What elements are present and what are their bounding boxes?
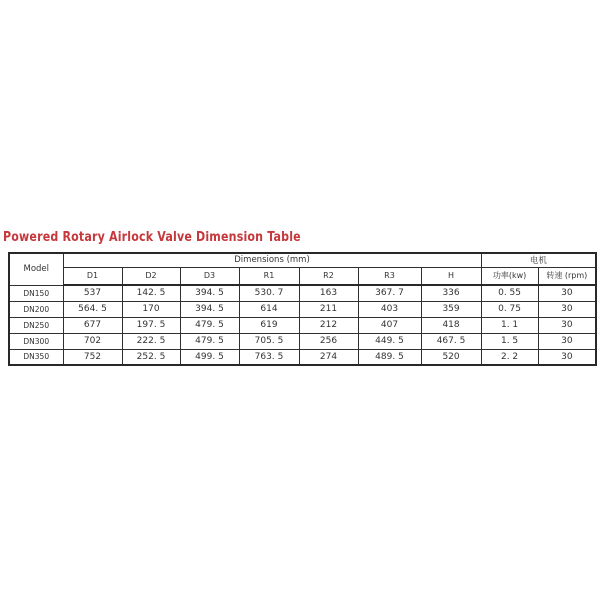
model-column-header: Model: [9, 253, 63, 285]
table-cell: 619: [239, 317, 299, 333]
table-cell: 30: [538, 317, 596, 333]
table-cell: 30: [538, 333, 596, 349]
table-cell: 394. 5: [180, 285, 239, 301]
column-header-r1: R1: [239, 267, 299, 285]
column-header-r3: R3: [358, 267, 421, 285]
table-cell: 222. 5: [122, 333, 180, 349]
table-cell: 30: [538, 301, 596, 317]
table-cell: 449. 5: [358, 333, 421, 349]
table-cell: 489. 5: [358, 349, 421, 365]
table-row-dn300: [9, 333, 596, 349]
table-cell: 1. 5: [481, 333, 538, 349]
table-cell: 677: [63, 317, 122, 333]
table-cell: 763. 5: [239, 349, 299, 365]
table-row-dn250: [9, 317, 596, 333]
table-cell: 407: [358, 317, 421, 333]
column-header-speed: 转速 (rpm): [538, 267, 596, 285]
table-cell: 479. 5: [180, 317, 239, 333]
table-cell: 1. 1: [481, 317, 538, 333]
table-cell: 537: [63, 285, 122, 301]
table-cell: 394. 5: [180, 301, 239, 317]
table-row-dn200: [9, 301, 596, 317]
motor-group-header: 电机: [481, 253, 596, 267]
dimension-table: [8, 252, 597, 366]
column-header-d2: D2: [122, 267, 180, 285]
table-cell: 30: [538, 349, 596, 365]
row-model-cell: DN150: [9, 285, 63, 301]
table-cell: 564. 5: [63, 301, 122, 317]
row-model-cell: DN200: [9, 301, 63, 317]
table-cell: 170: [122, 301, 180, 317]
table-cell: 163: [299, 285, 358, 301]
table-cell: 197. 5: [122, 317, 180, 333]
row-model-cell: DN300: [9, 333, 63, 349]
table-cell: 359: [421, 301, 481, 317]
dimensions-group-header: Dimensions (mm): [63, 253, 481, 267]
table-cell: 614: [239, 301, 299, 317]
column-header-d1: D1: [63, 267, 122, 285]
column-header-h: H: [421, 267, 481, 285]
table-cell: 403: [358, 301, 421, 317]
column-header-d3: D3: [180, 267, 239, 285]
table-row-dn350: [9, 349, 596, 365]
table-cell: 336: [421, 285, 481, 301]
table-subheader-row: [9, 267, 596, 285]
table-cell: 467. 5: [421, 333, 481, 349]
table-cell: 274: [299, 349, 358, 365]
table-cell: 0. 75: [481, 301, 538, 317]
table-cell: 252. 5: [122, 349, 180, 365]
table-cell: 752: [63, 349, 122, 365]
table-cell: 212: [299, 317, 358, 333]
column-header-r2: R2: [299, 267, 358, 285]
row-model-cell: DN250: [9, 317, 63, 333]
table-cell: 142. 5: [122, 285, 180, 301]
table-cell: 530. 7: [239, 285, 299, 301]
table-cell: 479. 5: [180, 333, 239, 349]
table-cell: 702: [63, 333, 122, 349]
page-title: Powered Rotary Airlock Valve Dimension Table: [3, 230, 301, 245]
table-cell: 256: [299, 333, 358, 349]
table-cell: 2. 2: [481, 349, 538, 365]
row-model-cell: DN350: [9, 349, 63, 365]
table-cell: 211: [299, 301, 358, 317]
table-cell: 0. 55: [481, 285, 538, 301]
column-header-power: 功率(kw): [481, 267, 538, 285]
table-header-group-row: [9, 253, 596, 267]
table-row-dn150: [9, 285, 596, 301]
table-cell: 705. 5: [239, 333, 299, 349]
table-cell: 520: [421, 349, 481, 365]
table-cell: 367. 7: [358, 285, 421, 301]
table-cell: 499. 5: [180, 349, 239, 365]
table-cell: 418: [421, 317, 481, 333]
table-cell: 30: [538, 285, 596, 301]
